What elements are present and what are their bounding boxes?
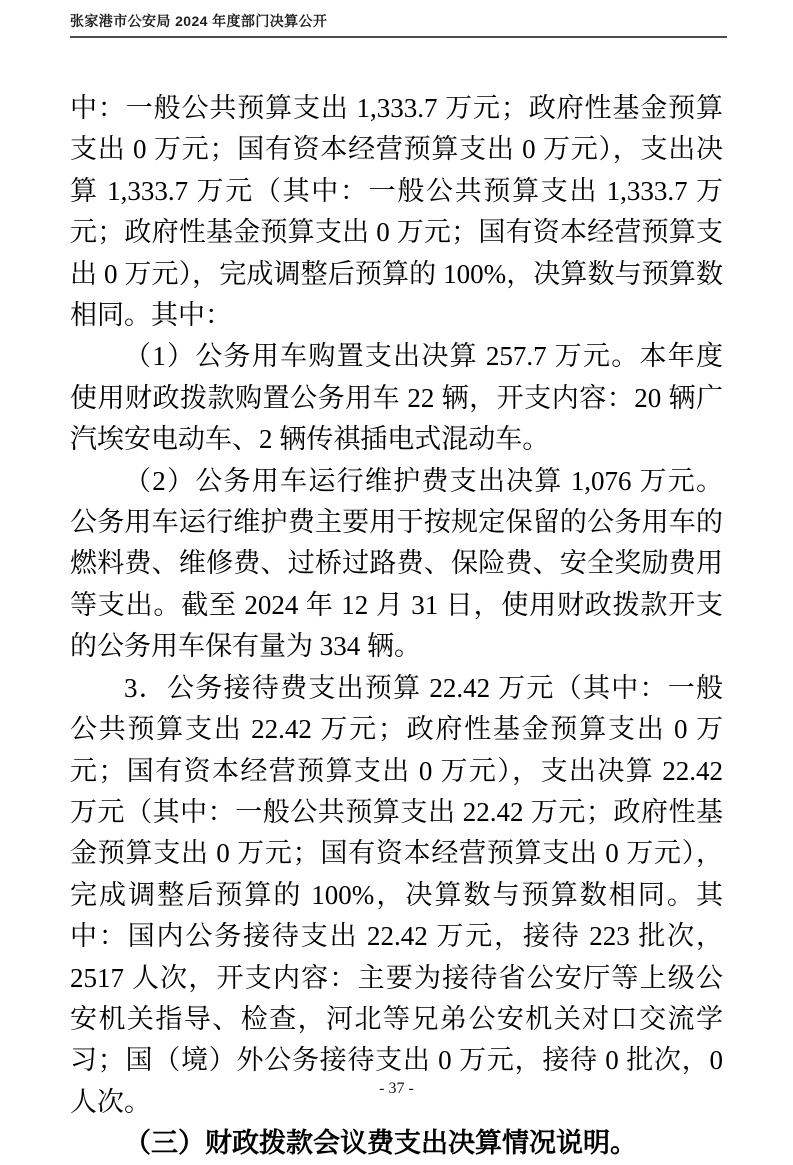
- page-footer: [0, 1080, 793, 1098]
- paragraph-vehicle-maintenance: （2）公务用车运行维护费支出决算 1,076 万元。公务用车运行维护费主要用于按规定保留的公务用车的燃料费、维修费、过桥过路费、保险费、安全奖励费用等支出。截至 2024 年 12 月 31 日，使用财政拨款开支的公务用车保有量为 334 辆。: [70, 465, 723, 662]
- paragraph-budget-expenditure-summary: 中：一般公共预算支出 1,333.7 万元；政府性基金预算支出 0 万元；国有资本经营预算支出 0 万元），支出决算 1,333.7 万元（其中：一般公共预算支出 1,333.7 万元；政府性基金预算支出 0 万元；国有资本经营预算支出 0 万元），完成调整后预算的 100%，决算数与预算数相同。其中：: [70, 93, 723, 331]
- paragraph-official-reception: 3．公务接待费支出预算 22.42 万元（其中：一般公共预算支出 22.42 万元；政府性基金预算支出 0 万元；国有资本经营预算支出 0 万元），支出决算 22.42 万元（其中：一般公共预算支出 22.42 万元；政府性基金预算支出 0 万元；国有资本经营预算支出 0 万元），完成调整后预算的 100%，决算数与预算数相同。其中：国内公务接待支出 22.42 万元，接待 223 批次，2517 人次，开支内容：主要为接待省公安厅等上级公安机关指导、检查，河北等兄弟公安机关对口交流学习；国（境）外公务接待支出 0 万元，接待 0 批次，0 人次。: [70, 672, 723, 1117]
- section-heading-meeting-expense: （三）财政拨款会议费支出决算情况说明。: [124, 1128, 637, 1159]
- page-number: - 37 -: [379, 1080, 414, 1097]
- paragraph-vehicle-purchase: （1）公务用车购置支出决算 257.7 万元。本年度使用财政拨款购置公务用车 22 辆，开支内容：20 辆广汽埃安电动车、2 辆传祺插电式混动车。: [70, 341, 723, 455]
- page-header: [70, 11, 727, 38]
- header-title: 张家港市公安局 2024 年度部门决算公开: [70, 13, 328, 29]
- document-body: [70, 88, 723, 1165]
